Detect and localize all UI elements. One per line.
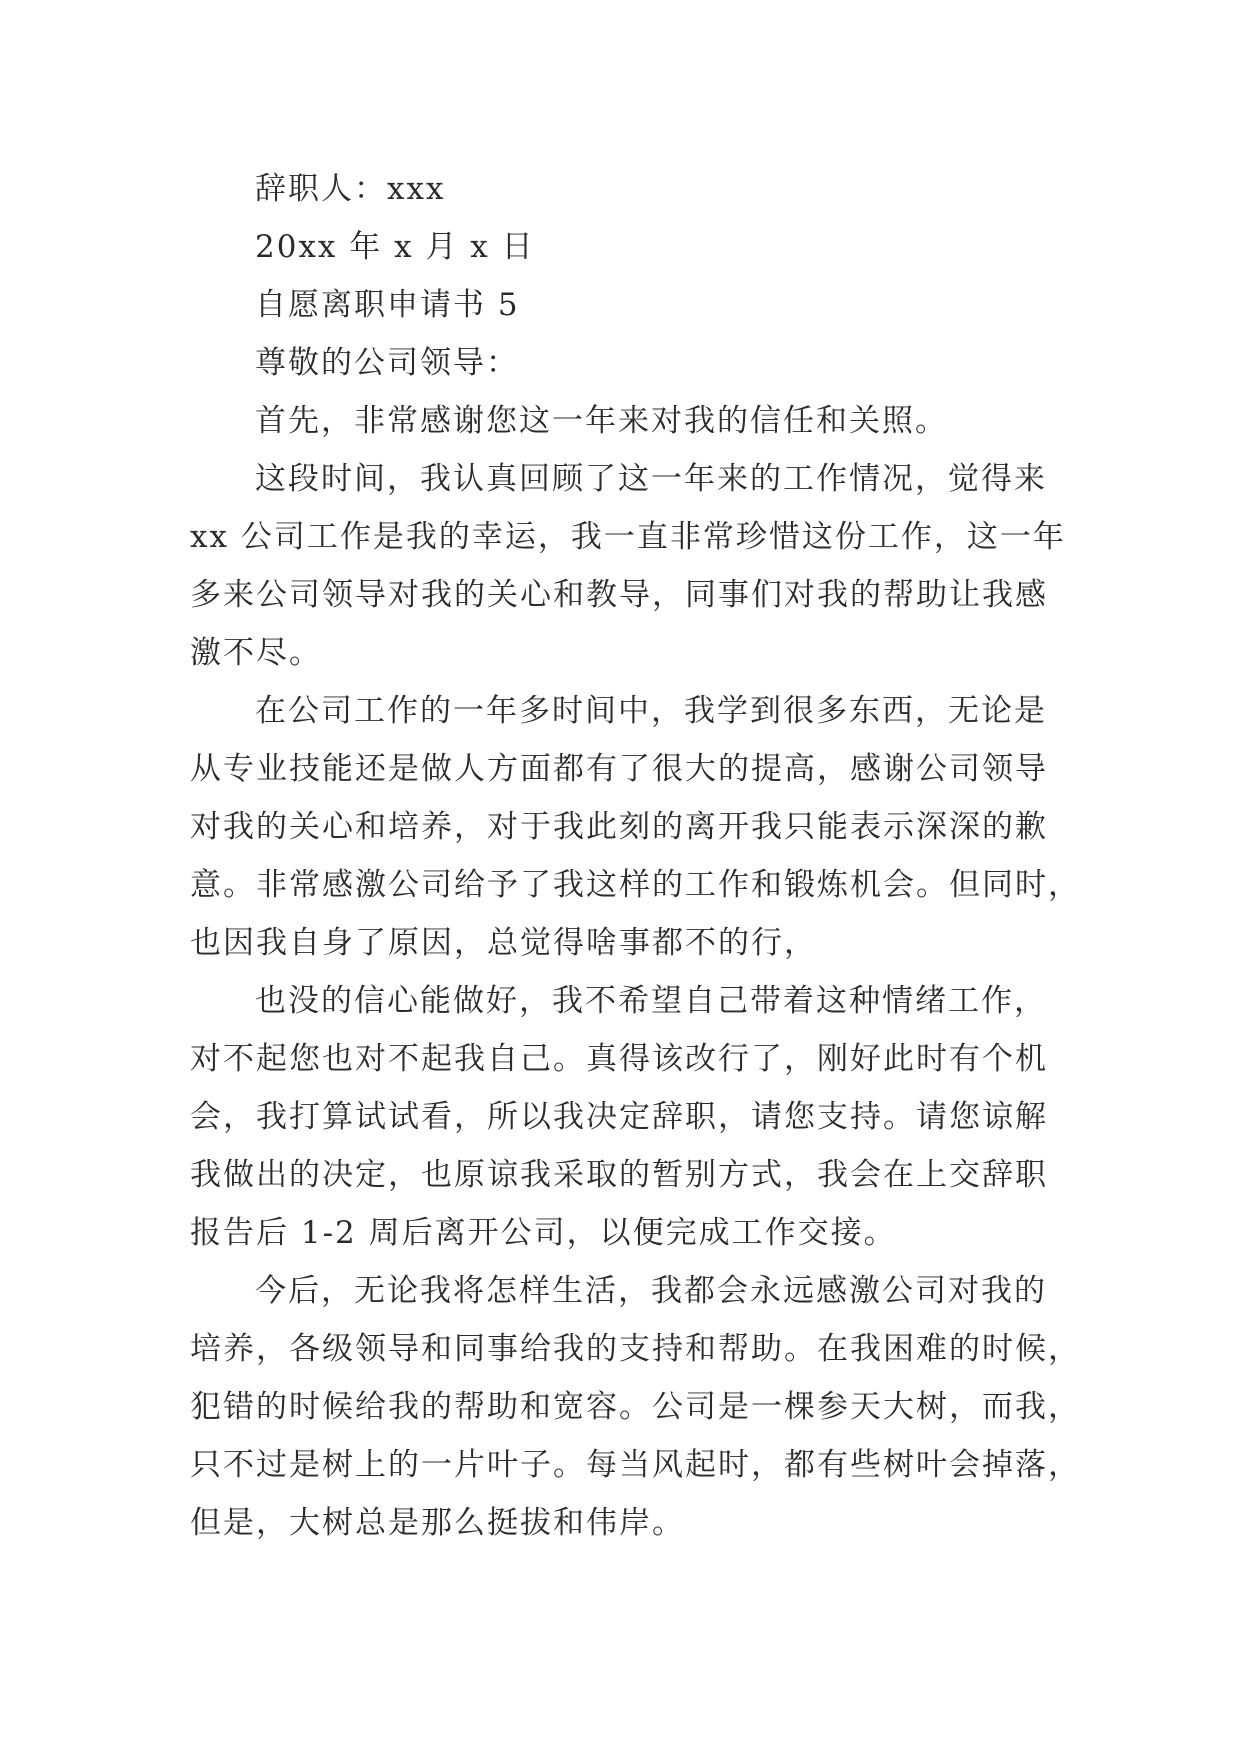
text-line: 在公司工作的一年多时间中，我学到很多东西，无论是 xyxy=(255,693,1047,729)
document-body xyxy=(190,160,1081,1552)
text-line: 对我的关心和培养，对于我此刻的离开我只能表示深深的歉 xyxy=(190,809,1048,845)
text-line: 也因我自身了原因，总觉得啥事都不的行， xyxy=(190,925,817,961)
text-line: 自愿离职申请书 5 xyxy=(255,287,520,323)
text-line: 辞职人：xxx xyxy=(255,171,446,207)
text-line: 多来公司领导对我的关心和教导，同事们对我的帮助让我感 xyxy=(190,577,1048,613)
text-line: 但是，大树总是那么挺拔和伟岸。 xyxy=(190,1505,685,1541)
text-line: 今后，无论我将怎样生活，我都会永远感激公司对我的 xyxy=(255,1273,1047,1309)
text-line: 我做出的决定，也原谅我采取的暂别方式，我会在上交辞职 xyxy=(190,1157,1048,1193)
text-line: 激不尽。 xyxy=(190,635,322,671)
text-line: 这段时间，我认真回顾了这一年来的工作情况，觉得来 xyxy=(255,461,1047,497)
text-line: 从专业技能还是做人方面都有了很大的提高，感谢公司领导 xyxy=(190,751,1048,787)
text-line: 会，我打算试试看，所以我决定辞职，请您支持。请您谅解 xyxy=(190,1099,1048,1135)
text-line: 首先，非常感谢您这一年来对我的信任和关照。 xyxy=(255,403,948,439)
text-line: 20xx 年 x 月 x 日 xyxy=(255,229,535,265)
text-line: 报告后 1-2 周后离开公司，以便完成工作交接。 xyxy=(190,1215,897,1251)
text-line: 培养，各级领导和同事给我的支持和帮助。在我困难的时候， xyxy=(190,1331,1081,1367)
text-line: 意。非常感激公司给予了我这样的工作和锻炼机会。但同时， xyxy=(190,867,1081,903)
text-line: 也没的信心能做好，我不希望自己带着这种情绪工作， xyxy=(255,983,1047,1019)
text-line: 对不起您也对不起我自己。真得该改行了，刚好此时有个机 xyxy=(190,1041,1048,1077)
text-line: 只不过是树上的一片叶子。每当风起时，都有些树叶会掉落， xyxy=(190,1447,1081,1483)
text-line: xx 公司工作是我的幸运，我一直非常珍惜这份工作，这一年 xyxy=(190,519,1066,555)
text-line: 尊敬的公司领导： xyxy=(255,345,519,381)
text-line: 犯错的时候给我的帮助和宽容。公司是一棵参天大树，而我， xyxy=(190,1389,1081,1425)
